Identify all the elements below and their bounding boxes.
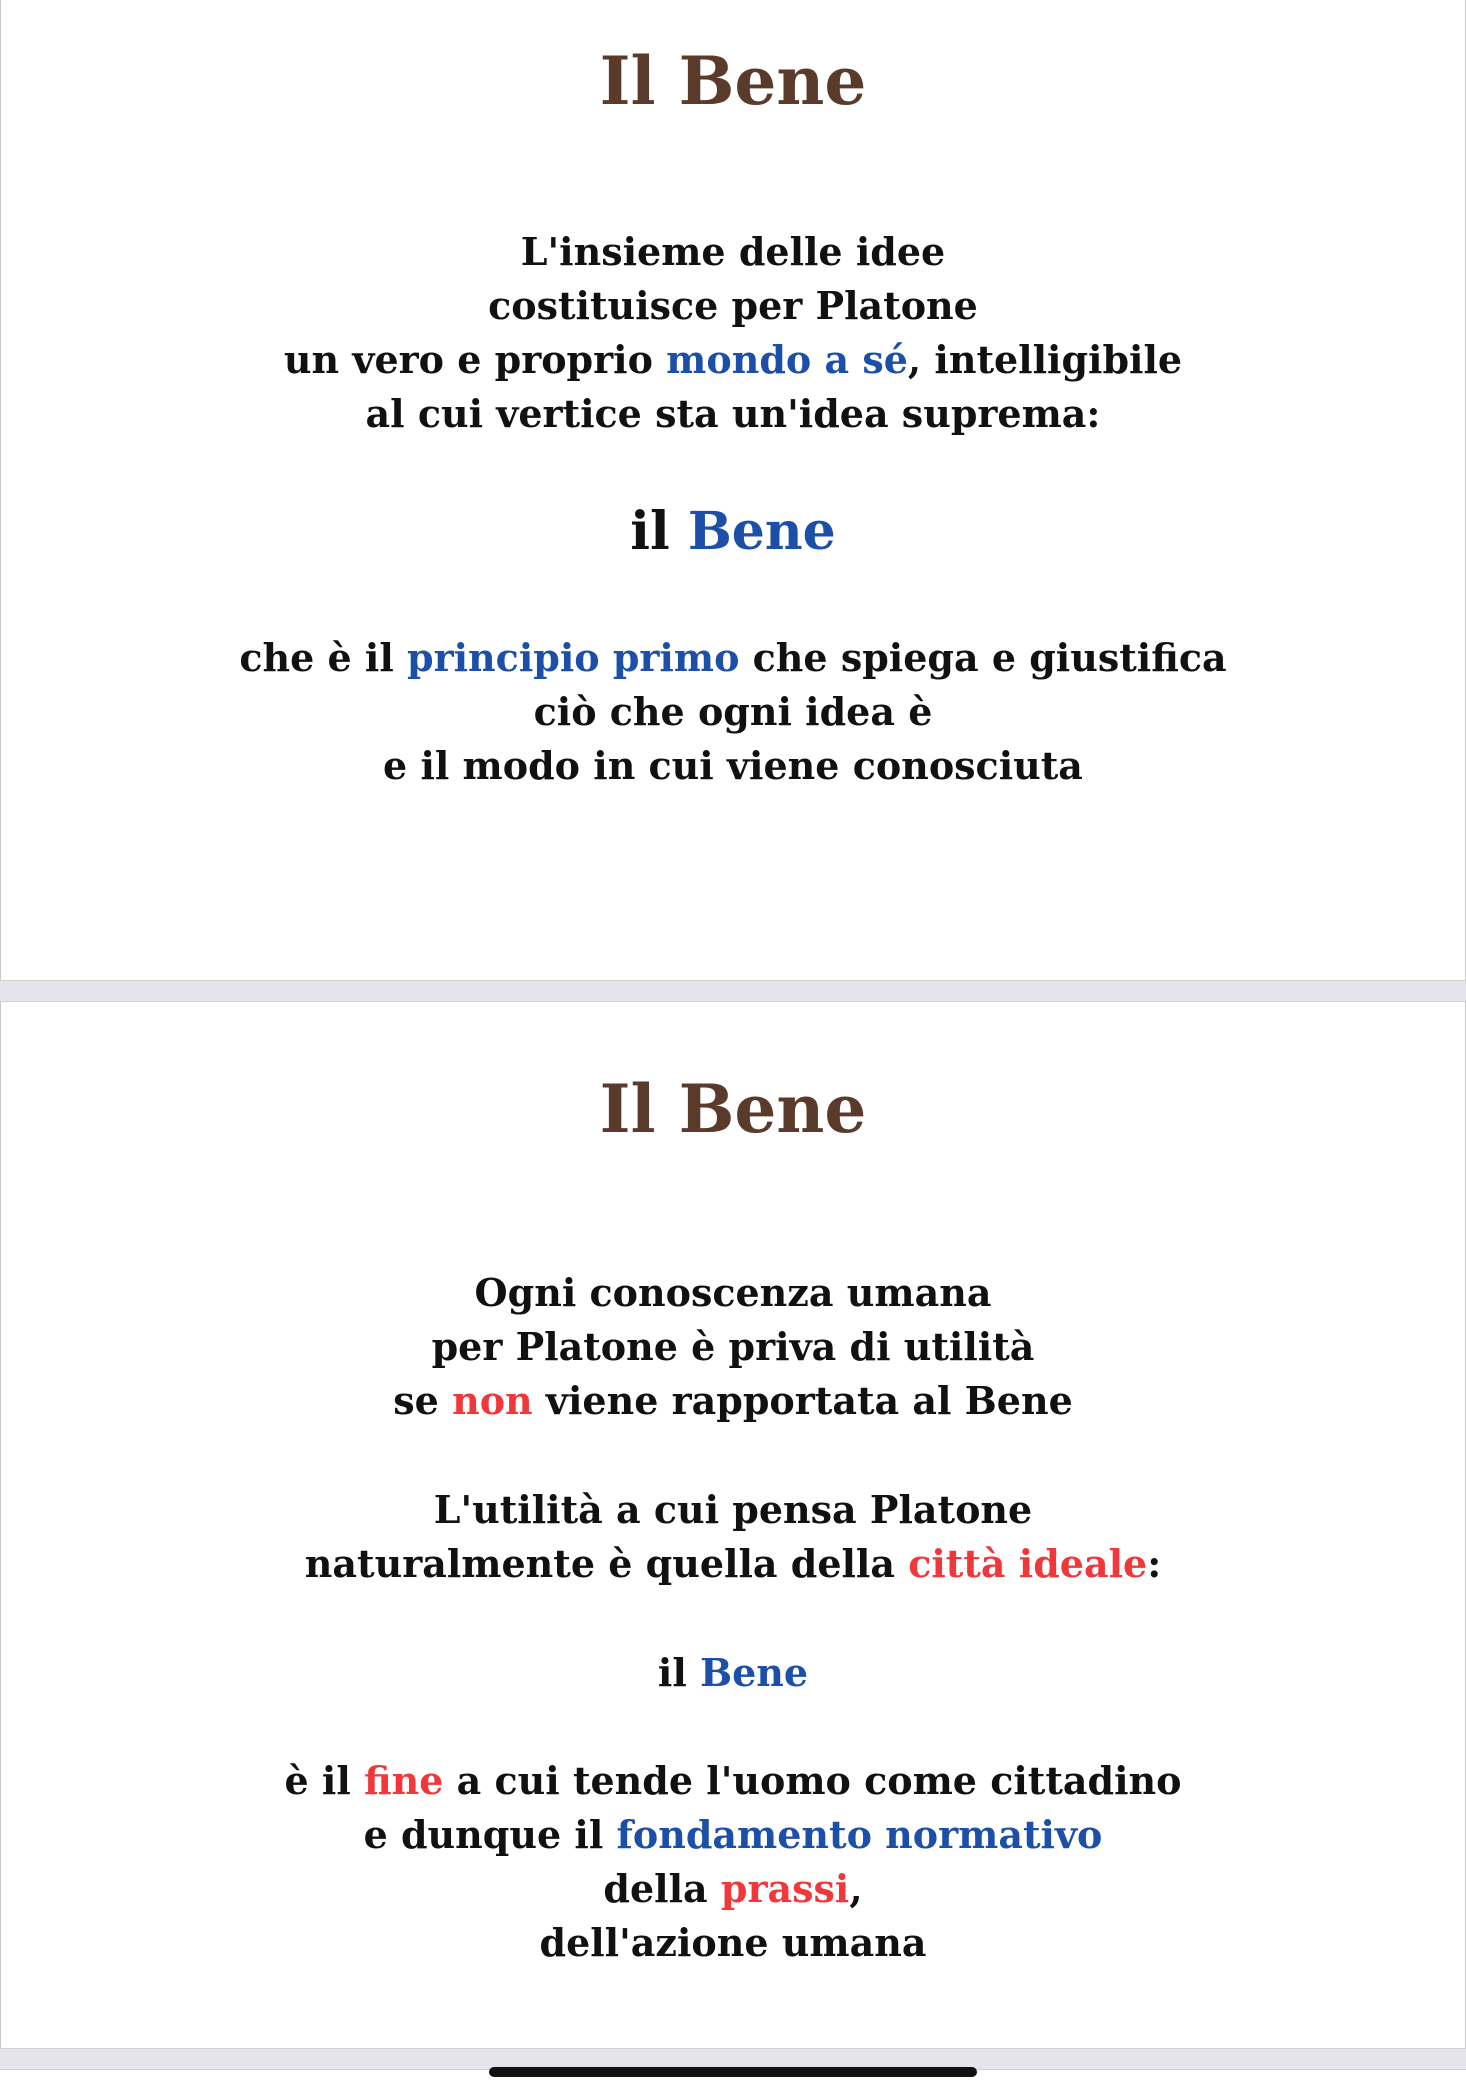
text-line: della prassi, xyxy=(603,1866,863,1911)
highlight-red: prassi xyxy=(720,1866,850,1911)
highlight-red: città ideale xyxy=(908,1541,1148,1586)
text-line: dell'azione umana xyxy=(539,1920,927,1965)
highlight-blue: principio primo xyxy=(407,635,740,680)
highlight-red: fine xyxy=(364,1758,444,1803)
text-line: Ogni conoscenza umana xyxy=(474,1270,992,1315)
text-line: è il fine a cui tende l'uomo come cittadino xyxy=(284,1758,1182,1803)
slide-2 xyxy=(0,1002,1466,2048)
text-line: costituisce per Platone xyxy=(488,283,978,328)
highlight-red: non xyxy=(452,1378,533,1423)
home-indicator[interactable] xyxy=(489,2067,977,2077)
text-line: e il modo in cui viene conosciuta xyxy=(383,743,1083,788)
text-line: L'insieme delle idee xyxy=(520,229,946,274)
highlight-blue: Bene xyxy=(687,501,836,562)
text-line: L'utilità a cui pensa Platone xyxy=(433,1487,1033,1532)
text-line: il Bene xyxy=(657,1650,809,1695)
text-line: per Platone è priva di utilità xyxy=(431,1324,1035,1369)
text-line: al cui vertice sta un'idea suprema: xyxy=(365,391,1101,436)
slide-title: Il Bene xyxy=(599,1070,867,1148)
text-line: naturalmente è quella della città ideale: xyxy=(304,1541,1162,1586)
text-line: se non viene rapportata al Bene xyxy=(393,1378,1073,1423)
text-line: ciò che ogni idea è xyxy=(533,689,933,734)
text-line: un vero e proprio mondo a sé, intelligibile xyxy=(283,337,1183,382)
highlight-blue: Bene xyxy=(700,1650,809,1695)
highlight-blue: mondo a sé xyxy=(666,337,908,382)
slide-title: Il Bene xyxy=(599,42,867,120)
slide-1 xyxy=(0,0,1466,980)
slide-separator xyxy=(0,980,1466,1002)
highlight-blue: fondamento normativo xyxy=(616,1812,1103,1857)
text-line: che è il principio primo che spiega e giustifica xyxy=(239,635,1227,680)
text-line: e dunque il fondamento normativo xyxy=(363,1812,1103,1857)
text-line-emphasis: il Bene xyxy=(630,501,836,562)
